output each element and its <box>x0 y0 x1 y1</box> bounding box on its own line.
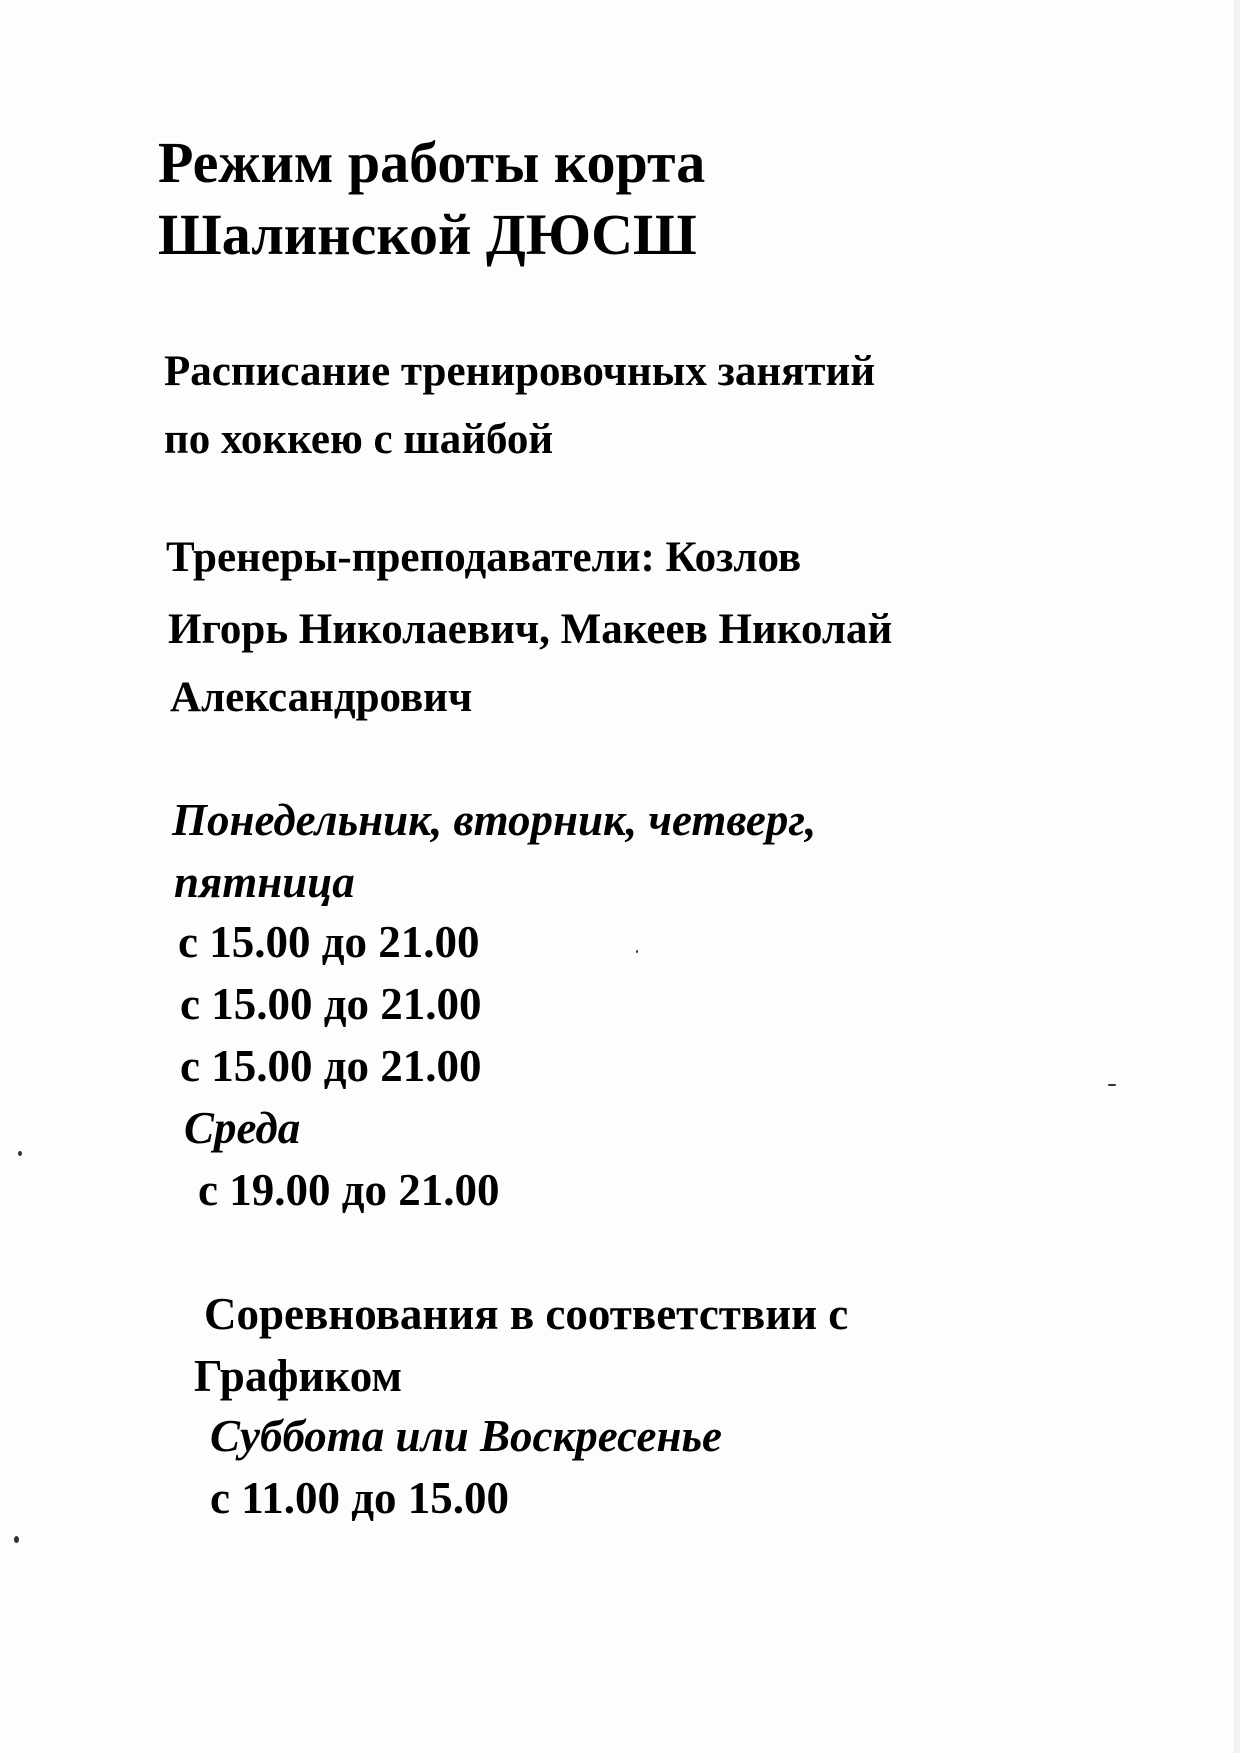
subtitle-line-1: Расписание тренировочных занятий <box>164 348 876 395</box>
subtitle-line-2: по хоккею с шайбой <box>164 416 554 463</box>
coaches-line-2: Игорь Николаевич, Макеев Николай <box>168 606 893 653</box>
wednesday-time: с 19.00 до 21.00 <box>198 1165 500 1215</box>
title-line-2: Шалинской ДЮСШ <box>158 202 697 267</box>
coaches-line-3: Александрович <box>170 674 473 721</box>
coaches-line-1: Тренеры-преподаватели: Козлов <box>166 534 802 581</box>
scan-speck <box>1108 1084 1116 1086</box>
weekday-time-3: с 15.00 до 21.00 <box>180 1041 482 1091</box>
scan-speck <box>14 1536 19 1543</box>
title-line-1: Режим работы корта <box>158 130 706 195</box>
competitions-line-2: Графиком <box>194 1351 403 1401</box>
competitions-line-1: Соревнования в соответствии с <box>204 1289 849 1339</box>
weekday-time-1: с 15.00 до 21.00 <box>178 917 480 967</box>
weekdays-line-2: пятница <box>174 857 355 907</box>
weekday-time-2: с 15.00 до 21.00 <box>180 979 482 1029</box>
competitions-time: с 11.00 до 15.00 <box>210 1473 510 1523</box>
weekdays-line-1: Понедельник, вторник, четверг, <box>172 795 817 845</box>
scan-edge <box>1234 0 1240 1753</box>
competitions-days: Суббота или Воскресенье <box>210 1411 723 1461</box>
scan-speck <box>18 1151 22 1156</box>
wednesday-label: Среда <box>184 1103 301 1153</box>
scan-speck <box>636 950 638 953</box>
